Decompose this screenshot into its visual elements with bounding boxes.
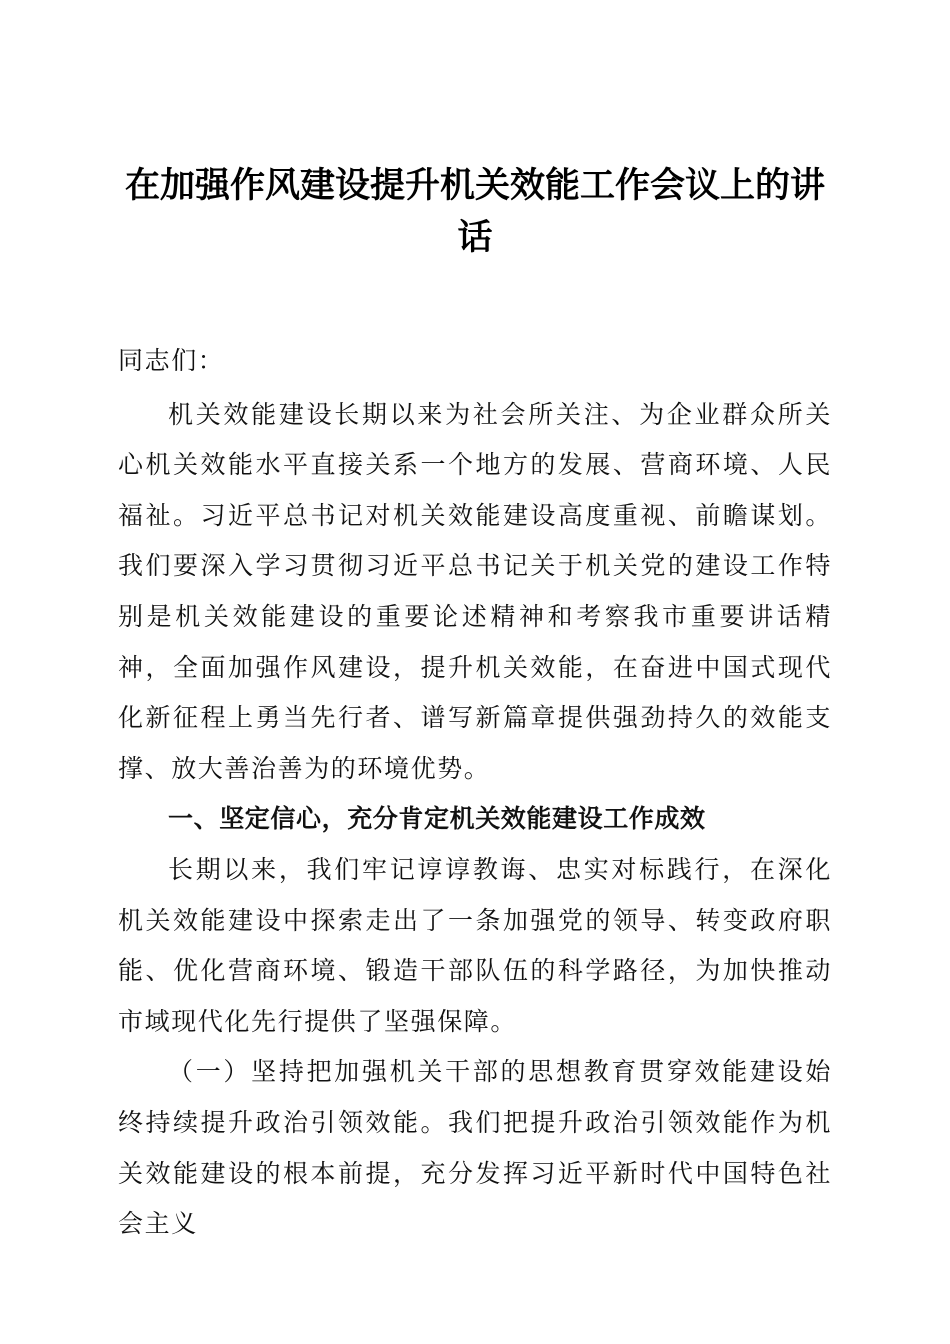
document-title: 在加强作风建设提升机关效能工作会议上的讲话 bbox=[124, 165, 825, 258]
subsection-1-paragraph: （一）坚持把加强机关干部的思想教育贯穿效能建设始终持续提升政治引领效能。我们把提升政治引领效能作为机关效能建设的根本前提，充分发挥习近平新时代中国特色社会主义 bbox=[118, 1057, 832, 1239]
section-heading-1: 一、坚定信心，充分肯定机关效能建设工作成效 bbox=[168, 804, 706, 834]
salutation: 同志们： bbox=[118, 346, 225, 375]
document-body bbox=[118, 336, 832, 1250]
section-1-paragraph: 长期以来，我们牢记谆谆教诲、忠实对标践行，在深化机关效能建设中探索走出了一条加强党的领导、转变政府职能、优化营商环境、锻造干部队伍的科学路径，为加快推动市域现代化先行提供了坚强保障。 bbox=[118, 854, 832, 1036]
intro-paragraph: 机关效能建设长期以来为社会所关注、为企业群众所关心机关效能水平直接关系一个地方的发展、营商环境、人民福祉。习近平总书记对机关效能建设高度重视、前瞻谋划。我们要深入学习贯彻习近平总书记关于机关党的建设工作特别是机关效能建设的重要论述精神和考察我市重要讲话精神，全面加强作风建设，提升机关效能，在奋进中国式现代化新征程上勇当先行者、谱写新篇章提供强劲持久的效能支撑、放大善治善为的环境优势。 bbox=[118, 399, 832, 783]
